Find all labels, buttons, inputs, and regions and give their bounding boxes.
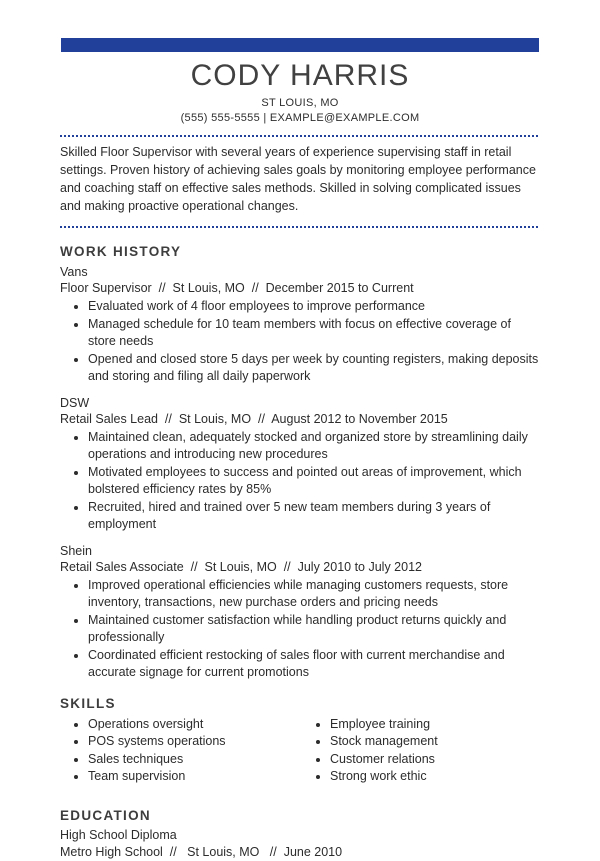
job-company: Vans	[60, 265, 88, 280]
education-meta: Metro High School // St Louis, MO // June 2010	[60, 845, 343, 860]
skill-item: • Sales techniques	[88, 751, 302, 769]
skill-item: • Customer relations	[330, 751, 540, 769]
job-bullet: • Opened and closed store 5 days per week by counting registers, making deposits and storing and filing all daily paperwork	[88, 351, 540, 386]
summary-text: Skilled Floor Supervisor with several years of experience supervising staff in retail settings. Proven history of achieving sales goals by monitoring employee performance and coaching staff on effective sales methods. Skilled in solving complicated issues and making proactive operational changes.	[60, 145, 536, 213]
skills-section	[60, 696, 540, 786]
candidate-name: CODY HARRIS	[190, 59, 410, 92]
work-history-heading: WORK HISTORY	[60, 244, 182, 259]
education-heading: EDUCATION	[60, 807, 151, 823]
job-meta: Retail Sales Associate // St Louis, MO // July 2010 to July 2012	[60, 559, 422, 574]
job-bullet-list	[60, 298, 540, 386]
job-meta: Retail Sales Lead // St Louis, MO // August 2012 to November 2015	[60, 411, 448, 426]
skill-item: • POS systems operations	[88, 733, 302, 751]
job-bullet-list	[60, 577, 540, 682]
job-entry-dsw	[60, 395, 540, 534]
header-accent-bar	[61, 38, 539, 52]
candidate-location: ST LOUIS, MO	[261, 97, 339, 109]
resume-header	[60, 59, 540, 124]
job-bullet-list	[60, 429, 540, 534]
skills-heading: SKILLS	[60, 695, 116, 711]
job-bullet: • Motivated employees to success and pointed out areas of improvement, which bolstered efficiency rates by 85%	[88, 464, 540, 499]
job-bullet: • Maintained clean, adequately stocked and organized store by streamlining daily operations and introducing new procedures	[88, 429, 540, 464]
job-entry-vans	[60, 264, 540, 386]
job-company: DSW	[60, 395, 90, 410]
education-degree: High School Diploma	[60, 828, 177, 843]
candidate-contact: (555) 555-5555 | EXAMPLE@EXAMPLE.COM	[180, 112, 420, 124]
education-section	[60, 808, 540, 861]
skill-item: • Strong work ethic	[330, 768, 540, 786]
skills-column-2	[302, 716, 540, 786]
job-bullet: • Improved operational efficiencies while managing customers requests, store inventory, transactions, new purchase orders and pricing needs	[88, 577, 540, 612]
skill-item: • Stock management	[330, 733, 540, 751]
skills-columns	[60, 716, 540, 786]
job-bullet: • Maintained customer satisfaction while handling product returns quickly and professionally	[88, 612, 540, 647]
job-bullet: • Evaluated work of 4 floor employees to improve performance	[88, 298, 540, 316]
job-bullet: • Managed schedule for 10 team members with focus on effective coverage of store needs	[88, 316, 540, 351]
summary-divider-top	[60, 135, 540, 137]
job-company: Shein	[60, 543, 92, 558]
skill-item: • Employee training	[330, 716, 540, 734]
job-meta: Floor Supervisor // St Louis, MO // December 2015 to Current	[60, 281, 414, 296]
work-history-section	[60, 244, 540, 682]
job-bullet: • Recruited, hired and trained over 5 new team members during 3 years of employment	[88, 499, 540, 534]
skill-item: • Operations oversight	[88, 716, 302, 734]
job-bullet: • Coordinated efficient restocking of sales floor with current merchandise and accurate signage for current promotions	[88, 647, 540, 682]
skill-item: • Team supervision	[88, 768, 302, 786]
skills-column-1	[60, 716, 302, 786]
resume-page	[0, 38, 600, 860]
job-entry-shein	[60, 543, 540, 682]
summary-divider-bottom	[60, 226, 540, 228]
